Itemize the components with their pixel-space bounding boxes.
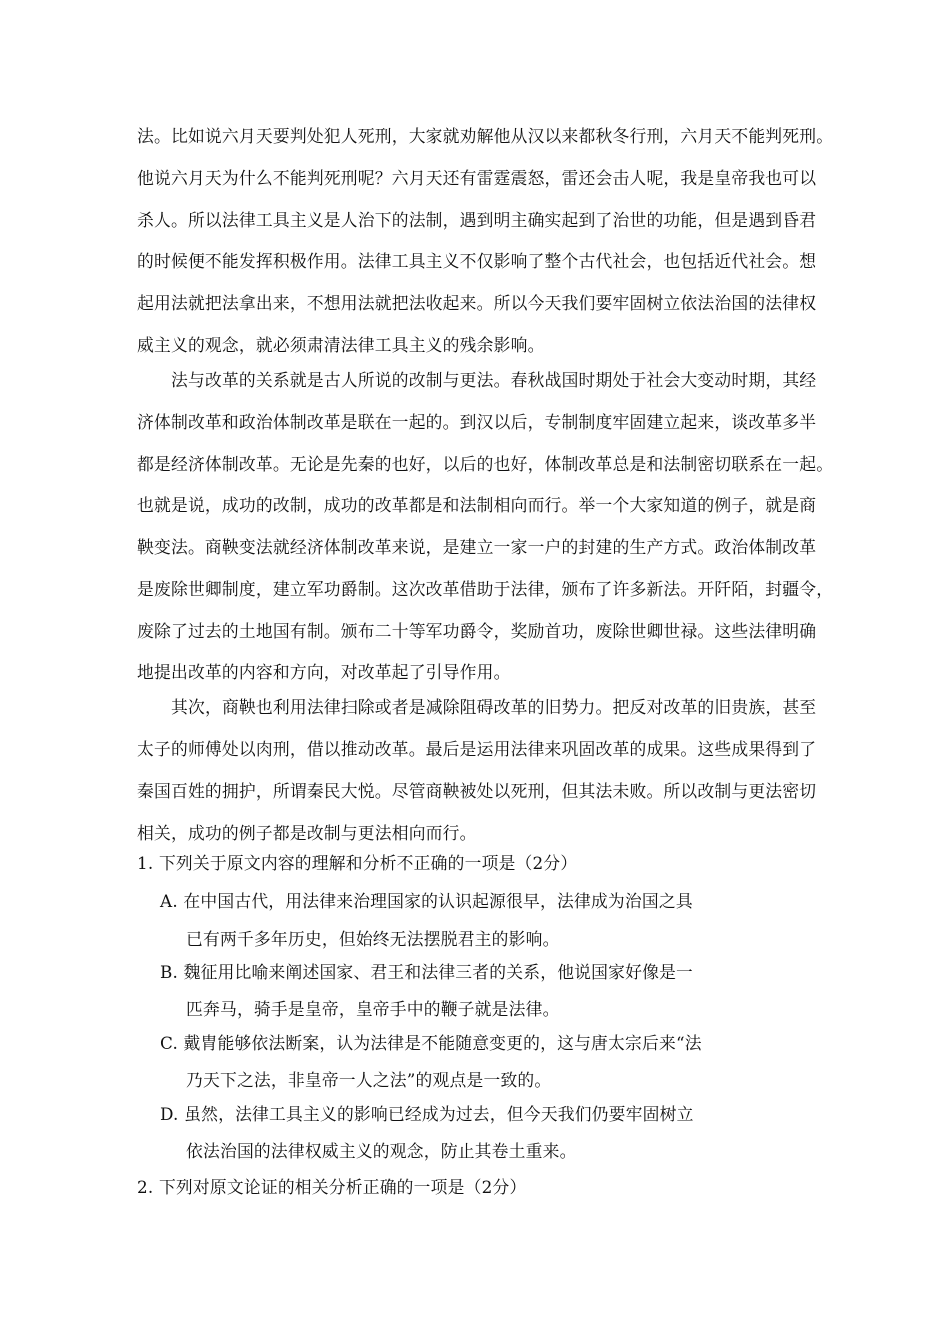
question-1-option-c-line-2: 乃天下之法，非皇帝一人之法”的观点是一致的。 bbox=[186, 1070, 552, 1090]
question-2-stem: 2. 下列对原文论证的相关分析正确的一项是（2分） bbox=[137, 1177, 527, 1197]
question-1-option-a-line-1: A. 在中国古代，用法律来治理国家的认识起源很早，法律成为治国之具 bbox=[160, 891, 693, 911]
question-1-option-d-line-2: 依法治国的法律权威主义的观念，防止其卷土重来。 bbox=[186, 1141, 577, 1161]
paragraph-1-line-6: 威主义的观念，就必须肃清法律工具主义的残余影响。 bbox=[137, 335, 545, 355]
paragraph-1-line-5: 起用法就把法拿出来，不想用法就把法收起来。所以今天我们要牢固树立依法治国的法律权 bbox=[137, 293, 817, 313]
question-1-option-b-line-1: B. 魏征用比喻来阐述国家、君王和法律三者的关系，他说国家好像是一 bbox=[160, 962, 694, 982]
question-1-option-c-line-1: C. 戴胄能够依法断案，认为法律是不能随意变更的，这与唐太宗后来“法 bbox=[160, 1033, 702, 1053]
paragraph-3-line-3: 秦国百姓的拥护，所谓秦民大悦。尽管商鞅被处以死刑，但其法未败。所以改制与更法密切 bbox=[137, 781, 817, 801]
paragraph-3-line-2: 太子的师傅处以肉刑，借以推动改革。最后是运用法律来巩固改革的成果。这些成果得到了 bbox=[137, 739, 817, 759]
paragraph-2-line-5: 鞅变法。商鞅变法就经济体制改革来说，是建立一家一户的封建的生产方式。政治体制改革 bbox=[137, 537, 817, 557]
paragraph-1-line-2: 他说六月天为什么不能判死刑呢？六月天还有雷霆震怒，雷还会击人呢，我是皇帝我也可以 bbox=[137, 168, 817, 188]
paragraph-2-line-8: 地提出改革的内容和方向，对改革起了引导作用。 bbox=[137, 662, 511, 682]
paragraph-2-line-3: 都是经济体制改革。无论是先秦的也好，以后的也好，体制改革总是和法制密切联系在一起。 bbox=[137, 454, 834, 474]
question-1-option-d-line-1: D. 虽然，法律工具主义的影响已经成为过去，但今天我们仍要牢固树立 bbox=[160, 1104, 694, 1124]
paragraph-2-line-4: 也就是说，成功的改制，成功的改革都是和法制相向而行。举一个大家知道的例子，就是商 bbox=[137, 495, 817, 515]
paragraph-3-line-1: 其次，商鞅也利用法律扫除或者是减除阻碍改革的旧势力。把反对改革的旧贵族，甚至 bbox=[171, 697, 817, 717]
paragraph-1-line-3: 杀人。所以法律工具主义是人治下的法制，遇到明主确实起到了治世的功能，但是遇到昏君 bbox=[137, 210, 817, 230]
paragraph-2-line-2: 济体制改革和政治体制改革是联在一起的。到汉以后，专制制度牢固建立起来，谈改革多半 bbox=[137, 412, 817, 432]
paragraph-1-line-4: 的时候便不能发挥积极作用。法律工具主义不仅影响了整个古代社会，也包括近代社会。想 bbox=[137, 251, 817, 271]
paragraph-1-line-1: 法。比如说六月天要判处犯人死刑，大家就劝解他从汉以来都秋冬行刑，六月天不能判死刑。 bbox=[137, 126, 834, 146]
question-1-stem: 1. 下列关于原文内容的理解和分析不正确的一项是（2分） bbox=[137, 853, 578, 873]
question-1-option-a-line-2: 已有两千多年历史，但始终无法摆脱君主的影响。 bbox=[186, 929, 560, 949]
question-1-option-b-line-2: 匹奔马，骑手是皇帝，皇帝手中的鞭子就是法律。 bbox=[186, 999, 560, 1019]
paragraph-3-line-4: 相关，成功的例子都是改制与更法相向而行。 bbox=[137, 823, 477, 843]
paragraph-2-line-7: 废除了过去的土地国有制。颁布二十等军功爵令，奖励首功，废除世卿世禄。这些法律明确 bbox=[137, 621, 817, 641]
paragraph-2-line-1: 法与改革的关系就是古人所说的改制与更法。春秋战国时期处于社会大变动时期，其经 bbox=[171, 370, 817, 390]
paragraph-2-line-6: 是废除世卿制度，建立军功爵制。这次改革借助于法律，颁布了许多新法。开阡陌，封疆令， bbox=[137, 579, 834, 599]
